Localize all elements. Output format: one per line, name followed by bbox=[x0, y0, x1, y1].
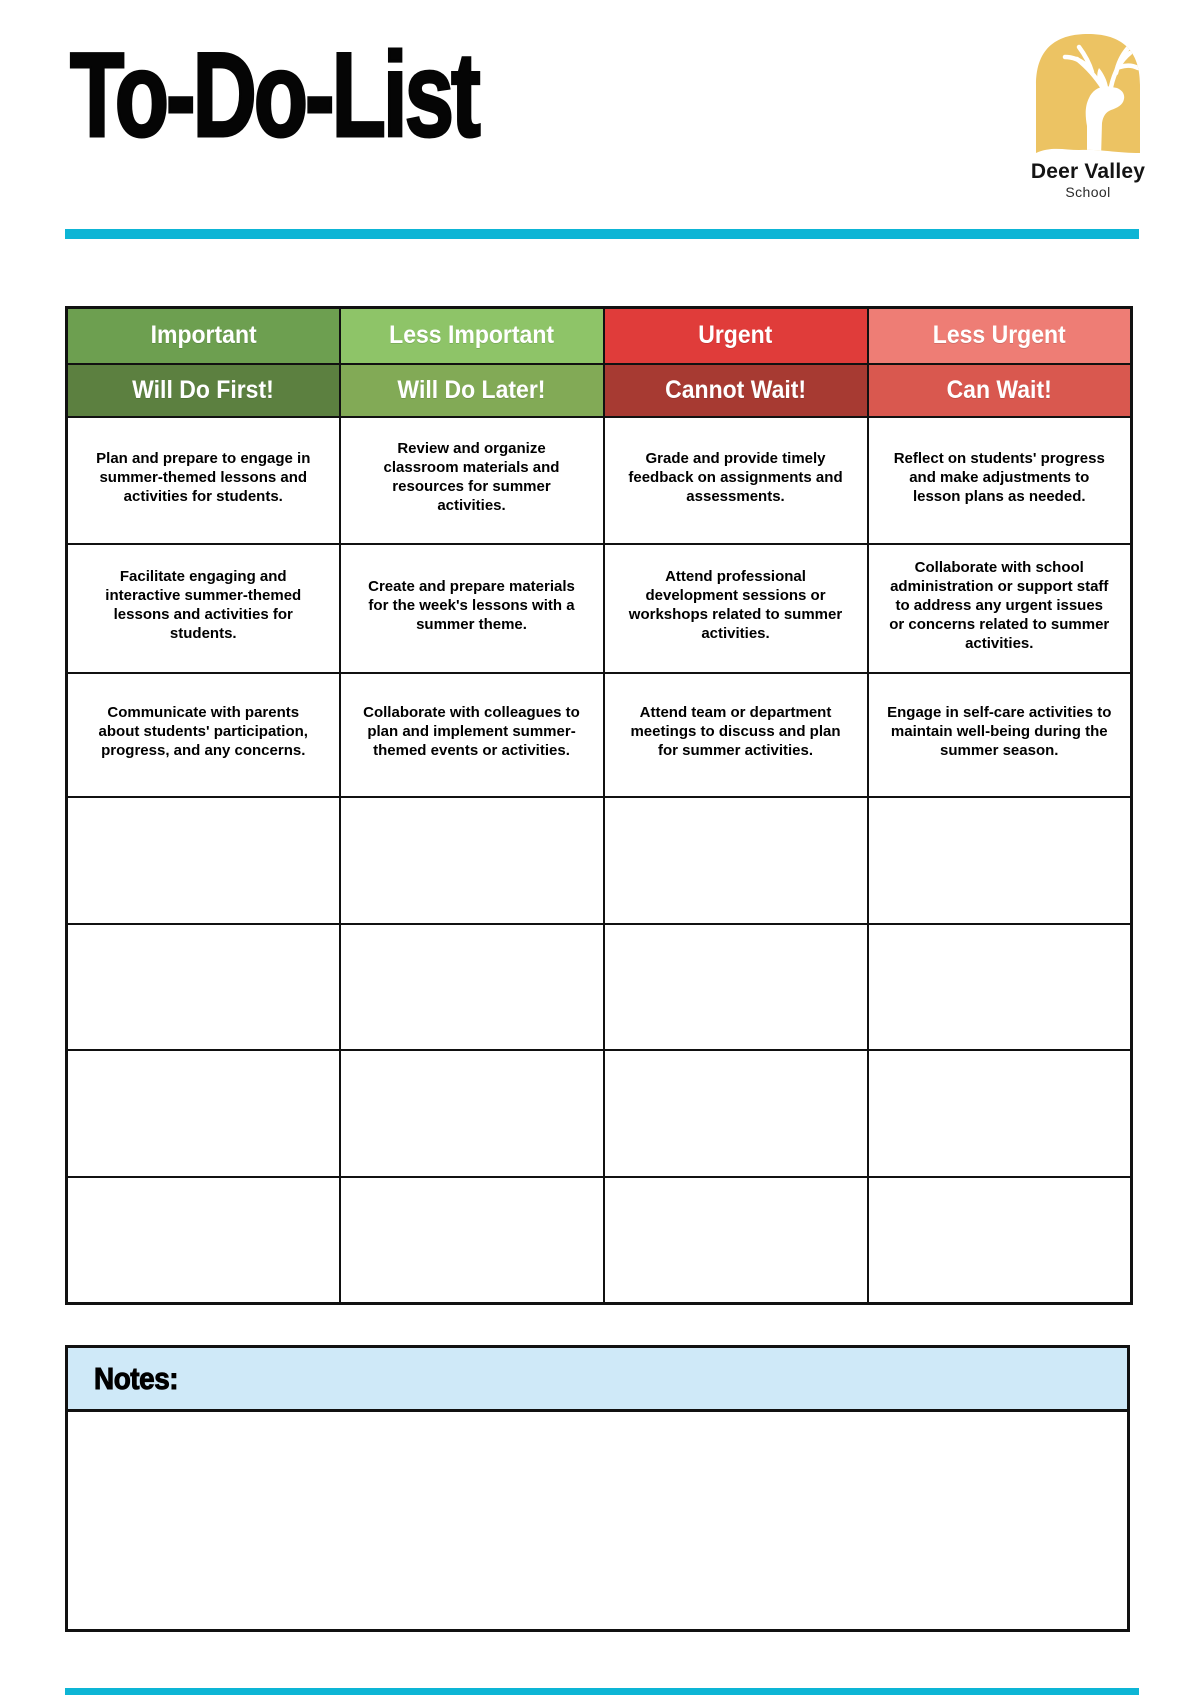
task-cell: Communicate with parents about students' participation, progress, and any concerns. bbox=[67, 673, 340, 797]
table-row bbox=[67, 417, 1132, 544]
column-header-less-important: Less Important bbox=[340, 308, 604, 364]
header-divider bbox=[65, 229, 1139, 239]
empty-task-cell bbox=[67, 1050, 340, 1177]
deer-logo-badge bbox=[1029, 26, 1147, 158]
empty-task-cell bbox=[604, 924, 868, 1050]
task-cell: Attend professional development sessions or workshops related to summer activities. bbox=[604, 544, 868, 673]
table-row bbox=[67, 673, 1132, 797]
empty-task-cell bbox=[67, 924, 340, 1050]
task-cell: Grade and provide timely feedback on assignments and assessments. bbox=[604, 417, 868, 544]
task-cell: Collaborate with school administration or support staff to address any urgent issues or concerns related to summer activities. bbox=[868, 544, 1132, 673]
empty-task-cell bbox=[340, 924, 604, 1050]
column-header-important: Important bbox=[67, 308, 340, 364]
notes-label: Notes: bbox=[94, 1360, 179, 1396]
empty-task-cell bbox=[868, 924, 1132, 1050]
column-header-urgent: Urgent bbox=[604, 308, 868, 364]
empty-task-cell bbox=[604, 797, 868, 924]
notes-body bbox=[68, 1412, 1127, 1629]
task-cell: Plan and prepare to engage in summer-themed lessons and activities for students. bbox=[67, 417, 340, 544]
bottom-divider bbox=[65, 1688, 1139, 1695]
column-subheader-will-do-first: Will Do First! bbox=[67, 364, 340, 417]
empty-task-cell bbox=[67, 1177, 340, 1304]
task-cell: Collaborate with colleagues to plan and implement summer-themed events or activities. bbox=[340, 673, 604, 797]
empty-task-cell bbox=[868, 1050, 1132, 1177]
column-subheader-will-do-later: Will Do Later! bbox=[340, 364, 604, 417]
subheader-row bbox=[67, 364, 1132, 417]
table-row bbox=[67, 797, 1132, 924]
header-row bbox=[67, 308, 1132, 364]
table-row bbox=[67, 1050, 1132, 1177]
logo bbox=[1028, 26, 1148, 200]
page-title: To-Do-List bbox=[70, 28, 478, 162]
table-row bbox=[67, 924, 1132, 1050]
empty-task-cell bbox=[340, 797, 604, 924]
empty-task-cell bbox=[340, 1050, 604, 1177]
empty-task-cell bbox=[868, 1177, 1132, 1304]
task-cell: Reflect on students' progress and make adjustments to lesson plans as needed. bbox=[868, 417, 1132, 544]
empty-task-cell bbox=[868, 797, 1132, 924]
task-cell: Create and prepare materials for the week's lessons with a summer theme. bbox=[340, 544, 604, 673]
column-subheader-cannot-wait: Cannot Wait! bbox=[604, 364, 868, 417]
table-row bbox=[67, 544, 1132, 673]
empty-task-cell bbox=[67, 797, 340, 924]
logo-subtitle: School bbox=[1065, 184, 1111, 200]
column-subheader-can-wait: Can Wait! bbox=[868, 364, 1132, 417]
notes-section bbox=[65, 1345, 1130, 1632]
task-cell: Facilitate engaging and interactive summer-themed lessons and activities for students. bbox=[67, 544, 340, 673]
empty-task-cell bbox=[604, 1050, 868, 1177]
todo-table bbox=[65, 306, 1133, 1305]
task-cell: Review and organize classroom materials and resources for summer activities. bbox=[340, 417, 604, 544]
empty-task-cell bbox=[340, 1177, 604, 1304]
task-cell: Attend team or department meetings to discuss and plan for summer activities. bbox=[604, 673, 868, 797]
table-row bbox=[67, 1177, 1132, 1304]
empty-task-cell bbox=[604, 1177, 868, 1304]
logo-name: Deer Valley bbox=[1030, 160, 1146, 183]
notes-header bbox=[68, 1348, 1127, 1412]
task-cell: Engage in self-care activities to maintain well-being during the summer season. bbox=[868, 673, 1132, 797]
column-header-less-urgent: Less Urgent bbox=[868, 308, 1132, 364]
